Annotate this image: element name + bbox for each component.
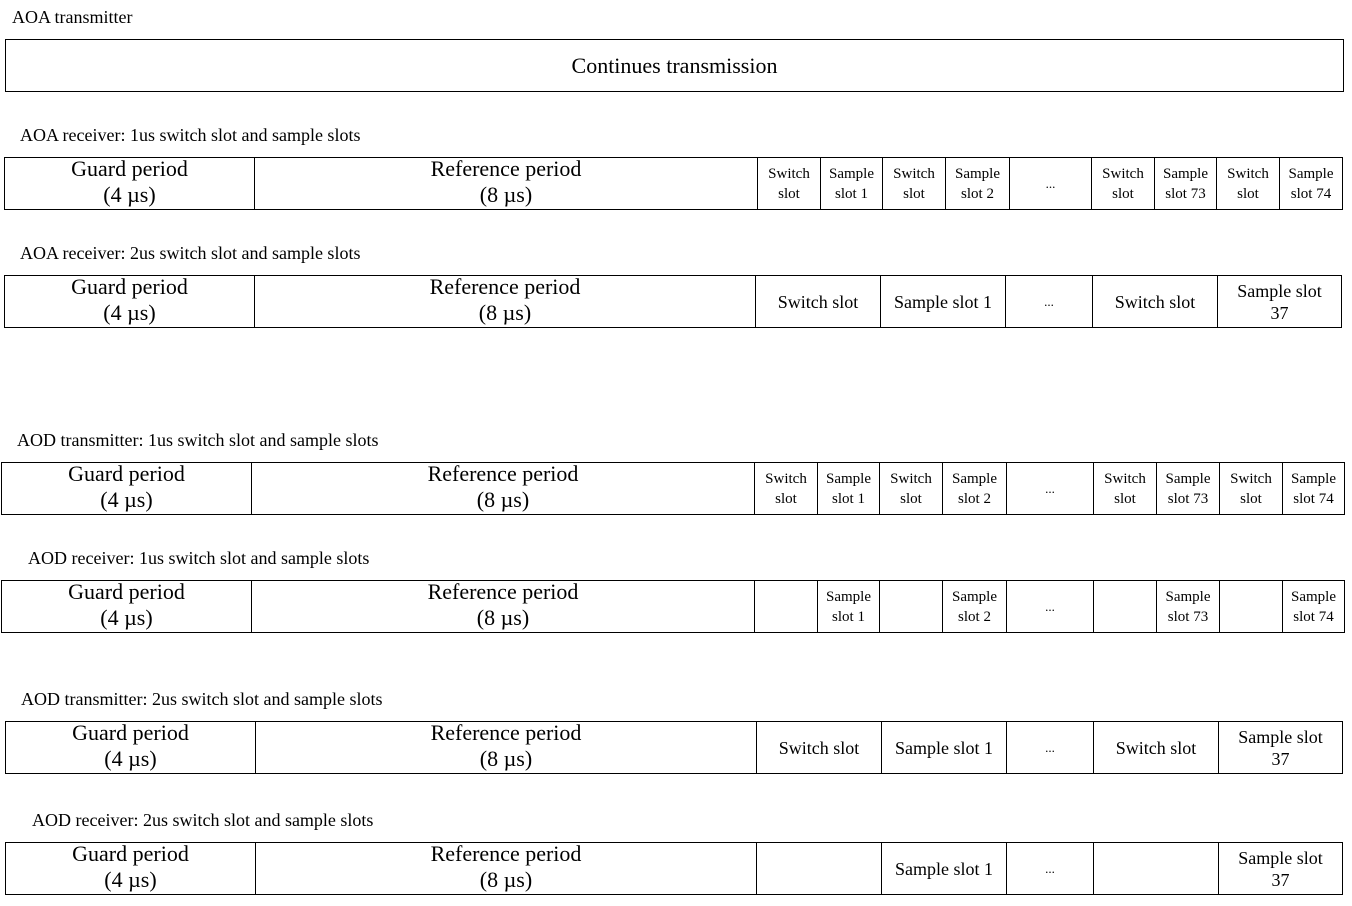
aod-transmitter-2us-bar [5,721,1343,774]
sample-slot-2: Sample slot 2 [942,463,1006,514]
switch-slot: Switch slot [757,158,820,209]
empty-switch-slot [756,843,881,894]
reference-period: Reference period (8 µs) [254,276,755,327]
guard-period: Guard period (4 µs) [72,840,189,892]
sample-slot-74: Sample slot 74 [1282,463,1344,514]
ellipsis: ... [1006,843,1093,894]
aod-receiver-2us-bar [5,842,1343,895]
reference-period: Reference period (8 µs) [255,843,756,894]
sample-slot-2: Sample slot 2 [945,158,1009,209]
continuous-transmission-box [5,39,1344,92]
ellipsis: ... [1006,463,1093,514]
empty-switch-slot [754,581,817,632]
aod-transmitter-1us-label: AOD transmitter: 1us switch slot and sample slots [17,430,379,450]
aoa-receiver-1us-bar [4,157,1343,210]
switch-slot: Switch slot [1092,276,1217,327]
ellipsis: ... [1006,722,1093,773]
aoa-receiver-1us-label: AOA receiver: 1us switch slot and sample slots [20,125,361,145]
ellipsis: ... [1009,158,1091,209]
empty-switch-slot [1093,843,1218,894]
sample-slot-37: Sample slot 37 [1218,722,1342,773]
empty-switch-slot [879,581,942,632]
sample-slot-1: Sample slot 1 [817,463,879,514]
sample-slot-2: Sample slot 2 [942,581,1006,632]
sample-slot-74: Sample slot 74 [1282,581,1344,632]
aod-receiver-1us-label: AOD receiver: 1us switch slot and sample slots [28,548,370,568]
sample-slot-37: Sample slot 37 [1218,843,1342,894]
reference-period: Reference period (8 µs) [254,158,757,209]
switch-slot: Switch slot [756,722,881,773]
switch-slot: Switch slot [879,463,942,514]
ellipsis: ... [1006,581,1093,632]
switch-slot: Switch slot [1216,158,1279,209]
sample-slot-37: Sample slot 37 [1217,276,1341,327]
sample-slot-1: Sample slot 1 [881,843,1006,894]
switch-slot: Switch slot [1091,158,1154,209]
guard-period: Guard period (4 µs) [71,155,188,207]
aod-receiver-1us-bar [1,580,1345,633]
reference-period: Reference period (8 µs) [255,722,756,773]
aod-transmitter-2us-label: AOD transmitter: 2us switch slot and sample slots [21,689,383,709]
ellipsis: ... [1005,276,1092,327]
switch-slot: Switch slot [882,158,945,209]
guard-period: Guard period (4 µs) [72,719,189,771]
sample-slot-73: Sample slot 73 [1156,581,1219,632]
switch-slot: Switch slot [754,463,817,514]
sample-slot-73: Sample slot 73 [1154,158,1216,209]
sample-slot-1: Sample slot 1 [817,581,879,632]
aod-receiver-2us-label: AOD receiver: 2us switch slot and sample slots [32,810,374,830]
switch-slot: Switch slot [1093,722,1218,773]
reference-period: Reference period (8 µs) [251,463,754,514]
sample-slot-74: Sample slot 74 [1279,158,1342,209]
empty-switch-slot [1093,581,1156,632]
aoa-transmitter-label: AOA transmitter [12,7,133,27]
empty-switch-slot [1219,581,1282,632]
aoa-receiver-2us-bar [4,275,1342,328]
switch-slot: Switch slot [1093,463,1156,514]
reference-period: Reference period (8 µs) [251,581,754,632]
guard-period: Guard period (4 µs) [68,460,185,512]
guard-period: Guard period (4 µs) [68,578,185,630]
sample-slot-73: Sample slot 73 [1156,463,1219,514]
switch-slot: Switch slot [1219,463,1282,514]
aod-transmitter-1us-bar [1,462,1345,515]
guard-period: Guard period (4 µs) [71,273,188,325]
continuous-transmission-text: Continues transmission [571,52,778,78]
switch-slot: Switch slot [755,276,880,327]
sample-slot-1: Sample slot 1 [881,722,1006,773]
sample-slot-1: Sample slot 1 [880,276,1005,327]
aoa-receiver-2us-label: AOA receiver: 2us switch slot and sample slots [20,243,361,263]
sample-slot-1: Sample slot 1 [820,158,882,209]
